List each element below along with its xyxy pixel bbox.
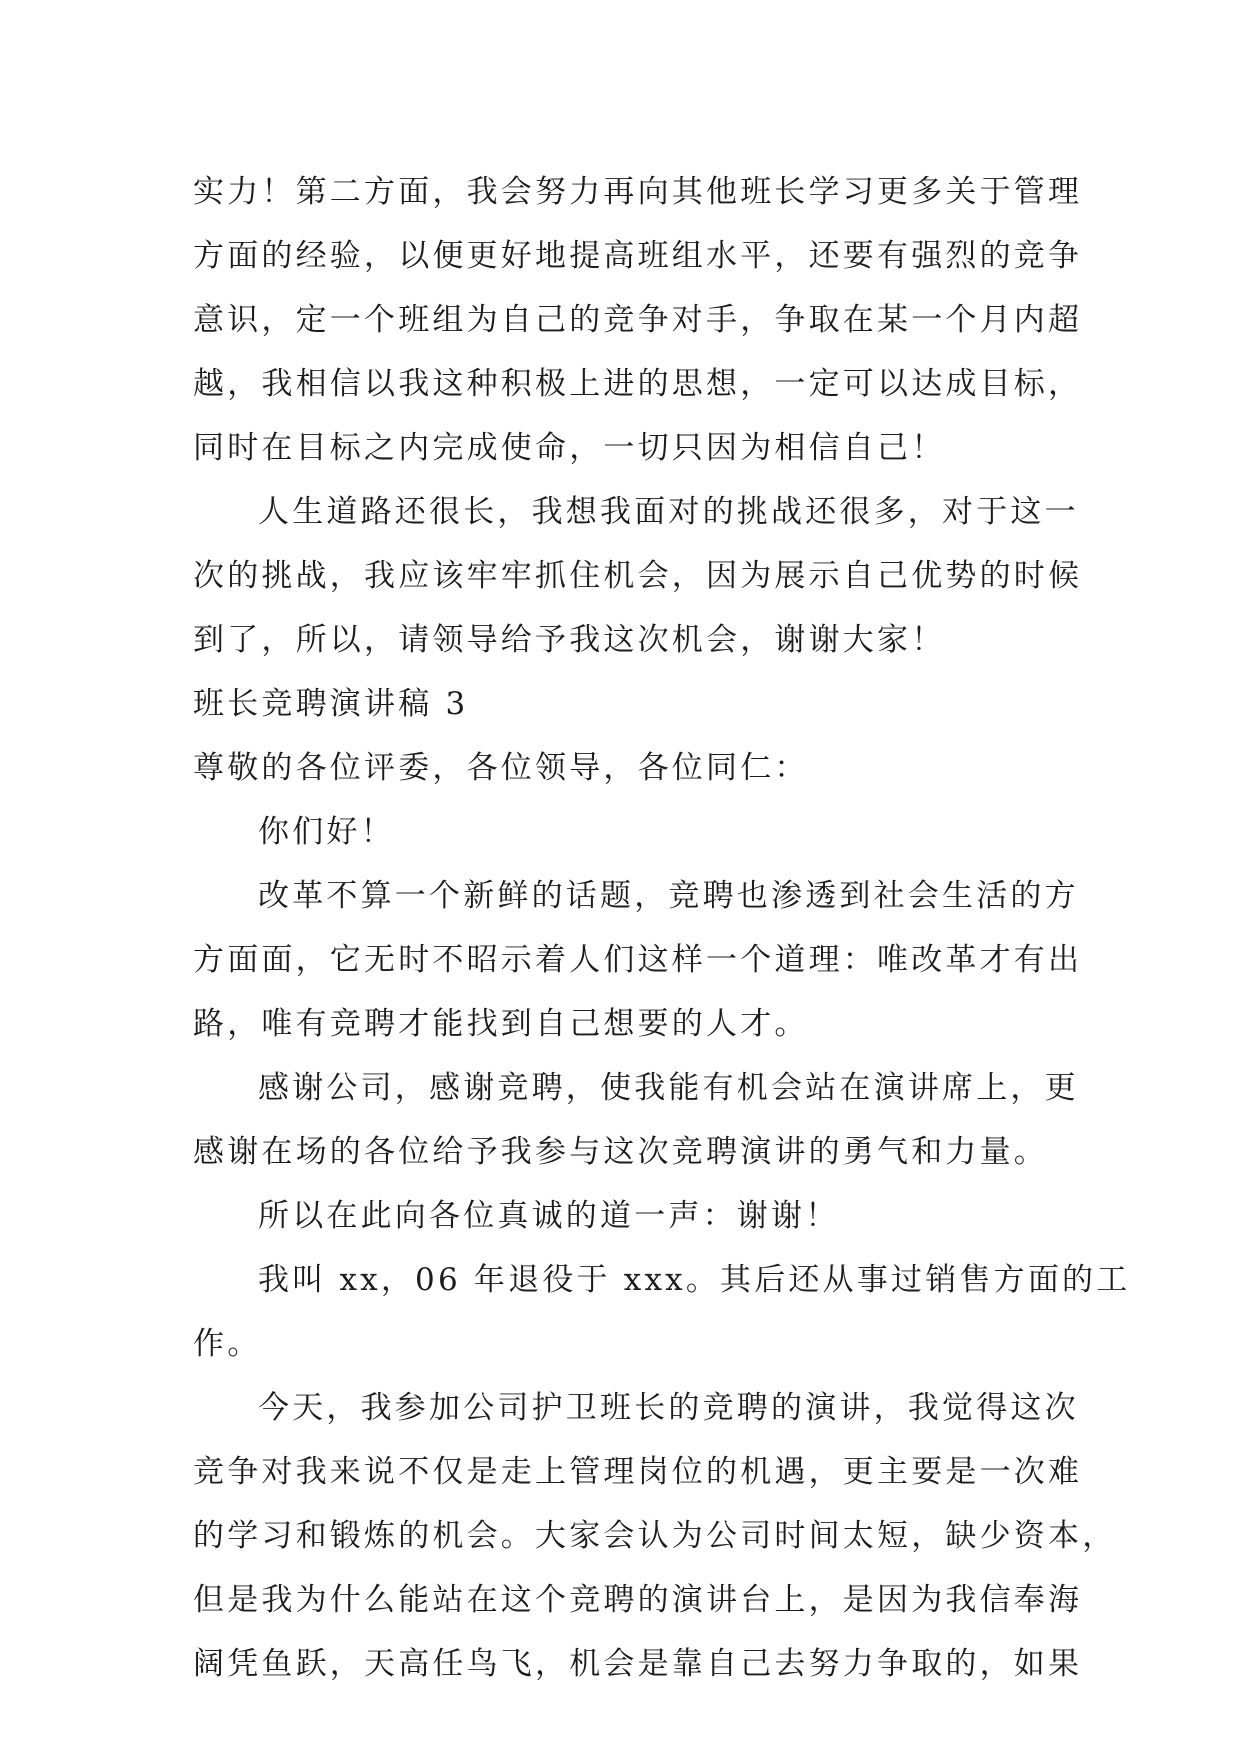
paragraph-first-line: 改革不算一个新鲜的话题，竞聘也渗透到社会生活的方 (258, 878, 1079, 914)
paragraph-first-line: 感谢公司，感谢竞聘，使我能有机会站在演讲席上，更 (258, 1070, 1079, 1106)
text-line: 意识，定一个班组为自己的竞争对手，争取在某一个月内超 (193, 302, 1083, 338)
paragraph-first-line: 今天，我参加公司护卫班长的竞聘的演讲，我觉得这次 (258, 1390, 1079, 1426)
greeting: 你们好！ (258, 814, 395, 850)
text-line: 感谢在场的各位给予我参与这次竞聘演讲的勇气和力量。 (193, 1134, 1048, 1170)
text-line: 实力！第二方面，我会努力再向其他班长学习更多关于管理 (193, 174, 1083, 210)
paragraph-first-line: 人生道路还很长，我想我面对的挑战还很多，对于这一 (258, 494, 1079, 530)
text-line: 的学习和锻炼的机会。大家会认为公司时间太短，缺少资本， (193, 1518, 1117, 1554)
text-line: 方面的经验，以便更好地提高班组水平，还要有强烈的竞争 (193, 238, 1083, 274)
text-line: 但是我为什么能站在这个竞聘的演讲台上，是因为我信奉海 (193, 1582, 1083, 1618)
text-line: 阔凭鱼跃，天高任鸟飞，机会是靠自己去努力争取的，如果 (193, 1646, 1083, 1682)
salutation: 尊敬的各位评委，各位领导，各位同仁： (193, 750, 809, 786)
paragraph-first-line: 我叫 xx，06 年退役于 xxx。其后还从事过销售方面的工 (258, 1262, 1131, 1298)
paragraph-first-line: 所以在此向各位真诚的道一声：谢谢！ (258, 1198, 840, 1234)
text-line: 作。 (193, 1326, 262, 1362)
text-line: 路，唯有竞聘才能找到自己想要的人才。 (193, 1006, 809, 1042)
text-line: 竞争对我来说不仅是走上管理岗位的机遇，更主要是一次难 (193, 1454, 1083, 1490)
text-line: 次的挑战，我应该牢牢抓住机会，因为展示自己优势的时候 (193, 558, 1083, 594)
document-body (193, 160, 1131, 1696)
text-line: 到了，所以，请领导给予我这次机会，谢谢大家！ (193, 622, 946, 658)
section-heading: 班长竞聘演讲稿 3 (193, 686, 469, 722)
text-line: 越，我相信以我这种积极上进的思想，一定可以达成目标， (193, 366, 1083, 402)
text-line: 方面面，它无时不昭示着人们这样一个道理：唯改革才有出 (193, 942, 1083, 978)
text-line: 同时在目标之内完成使命，一切只因为相信自己！ (193, 430, 946, 466)
